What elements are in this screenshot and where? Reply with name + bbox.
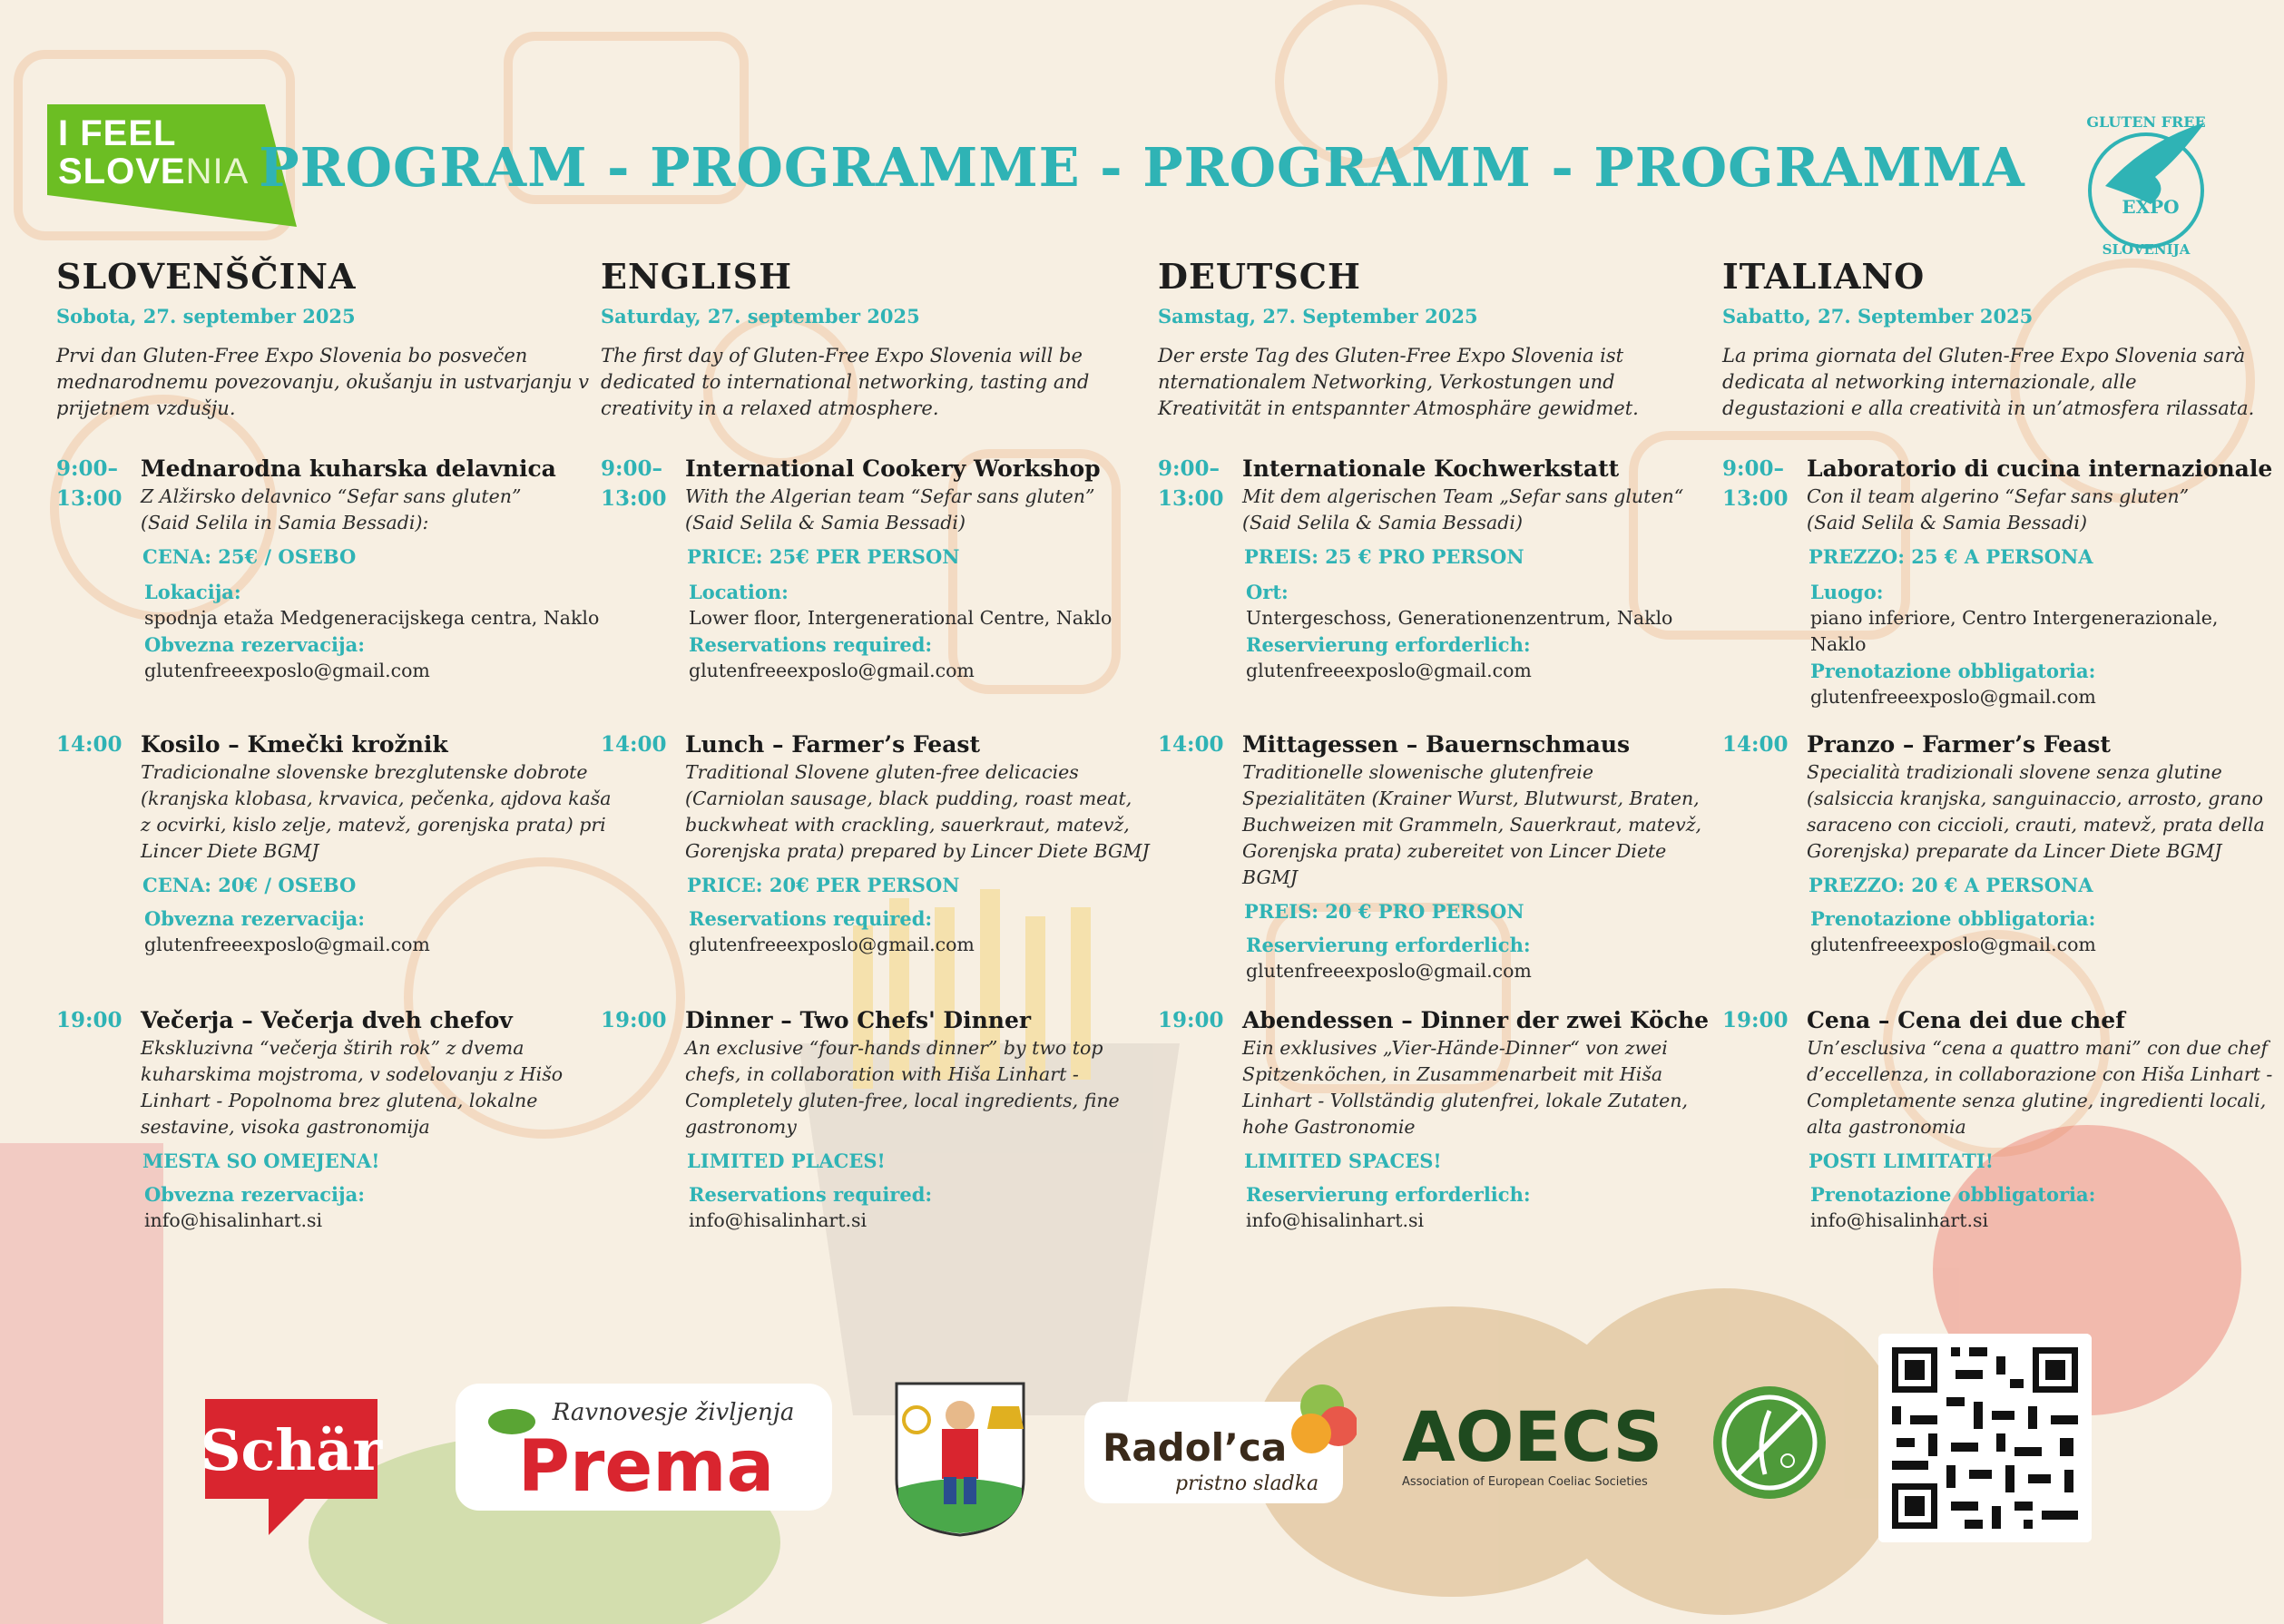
event-description: Mit dem algerischen Team „Sefar sans gluten“ (Said Selila & Samia Bessadi) [1242,485,1684,533]
reservation-label: Prenotazione obbligatoria: [1810,660,2096,682]
reservation-email[interactable]: info@hisalinhart.si [1810,1209,1989,1231]
date: Samstag, 27. September 2025 [1158,305,1478,328]
event-time: 19:00 [1158,1008,1224,1032]
page-title: PROGRAM - PROGRAMME - PROGRAMM - PROGRAMMA [259,136,2025,199]
reservation-email[interactable]: glutenfreeexposlo@gmail.com [689,660,975,681]
event-notice: LIMITED PLACES! [687,1150,886,1172]
event-price: CENA: 20€ / OSEBO [142,874,357,896]
event-time: 9:00– 13:00 [56,456,123,511]
reservation-email[interactable]: glutenfreeexposlo@gmail.com [144,660,430,681]
event-time: 9:00– 13:00 [1158,456,1224,511]
event-price: PREZZO: 20 € A PERSONA [1809,874,2093,896]
reservation-label: Reservations required: [689,1183,933,1206]
reservation-email[interactable]: glutenfreeexposlo@gmail.com [689,934,975,955]
event-time: 14:00 [1722,732,1789,757]
language-heading: DEUTSCH [1158,256,1361,297]
event-title: Kosilo – Kmečki krožnik [141,731,448,758]
prema-logo [456,1384,832,1511]
column-english [601,256,1150,1231]
event-title: Mittagessen – Bauernschmaus [1242,731,1631,758]
event-title: Abendessen – Dinner der zwei Köche [1242,1007,1710,1033]
event-description: Con il team algerino “Sefar sans gluten” (Said Selila & Samia Bessadi) [1807,485,2190,533]
column-italian [1722,256,2273,1231]
reservation-label: Obvezna rezervacija: [144,907,365,930]
event-time: 9:00– 13:00 [601,456,667,511]
naklo-coat-of-arms [887,1379,1033,1538]
event-time: 19:00 [56,1008,123,1032]
reservation-label: Reservierung erforderlich: [1246,633,1531,656]
date: Sabatto, 27. September 2025 [1722,305,2034,328]
reservation-email[interactable]: info@hisalinhart.si [689,1209,868,1231]
language-heading: ITALIANO [1722,256,1926,297]
reservation-label: Reservations required: [689,907,933,930]
event-time: 14:00 [56,732,123,757]
language-heading: ENGLISH [601,256,792,297]
reservation-label: Reservierung erforderlich: [1246,934,1531,956]
expo-logo-top-text: GLUTEN FREE [2086,113,2206,131]
event-description: Traditionelle slowenische glutenfreie Spezialitäten (Krainer Wurst, Blutwurst, Braten, Buchweizen mit Grammeln, Sauerkraut, matevž, Gorenjska prata) zubereitet von Lincer Diete BGMJ [1242,761,1702,888]
event-description: Z Alžirsko delavnico “Sefar sans gluten” (Said Selila in Samia Bessadi): [141,485,522,533]
event-time: 19:00 [601,1008,667,1032]
event-description: With the Algerian team “Sefar sans gluten” (Said Selila & Samia Bessadi) [685,485,1095,533]
column-slovenian [56,256,612,1231]
event-time: 14:00 [601,732,667,757]
location-value: Lower floor, Intergenerational Centre, Naklo [689,607,1113,629]
event-price: PREZZO: 25 € A PERSONA [1809,545,2093,568]
intro-text: The first day of Gluten-Free Expo Slovenia will be dedicated to international networking, tasting and creativity in a relaxed atmosphere. [601,345,1090,419]
intro-text: Prvi dan Gluten-Free Expo Slovenia bo posvečen mednarodnemu povezovanju, okušanju in ustvarjanju v prijetnem vzdušju. [56,345,590,419]
reservation-label: Obvezna rezervacija: [144,1183,365,1206]
reservation-email[interactable]: info@hisalinhart.si [144,1209,323,1231]
location-value: Untergeschoss, Generationenzentrum, Naklo [1246,607,1673,629]
event-notice: MESTA SO OMEJENA! [142,1150,380,1172]
aoecs-subtitle: Association of European Coeliac Societies [1402,1475,1648,1489]
reservation-email[interactable]: glutenfreeexposlo@gmail.com [1246,660,1532,681]
reservation-email[interactable]: info@hisalinhart.si [1246,1209,1425,1231]
intro-text: Der erste Tag des Gluten-Free Expo Slovenia ist nternationalem Networking, Verkostungen und Kreativität in entspannter Atmosphäre gewidmet. [1158,345,1639,419]
radolca-logo [1084,1370,1357,1506]
intro-text: La prima giornata del Gluten-Free Expo Slovenia sarà dedicata al networking internazionale, alle degustazioni e alla creatività in un’atmosfera rilassata. [1722,345,2255,419]
event-description: Ekskluzivna “večerja štirih rok” z dvema kuharskima mojstroma, v sodelovanju z Hišo Linhart - Popolnoma brez glutena, lokalne sestavine, visoka gastronomija [141,1037,564,1138]
event-description: Traditional Slovene gluten-free delicacies (Carniolan sausage, black pudding, roast meat, buckwheat with crackling, sauerkraut, matevž, Gorenjska prata) prepared by Lincer Diete BGMJ [685,761,1150,862]
date: Saturday, 27. september 2025 [601,305,920,328]
event-notice: POSTI LIMITATI! [1809,1150,1994,1172]
event-description: An exclusive “four-hands dinner” by two top chefs, in collaboration with Hiša Linhart - Completely gluten-free, local ingredients, fine gastronomy [685,1037,1120,1138]
event-title: Laboratorio di cucina internazionale [1807,455,2273,482]
event-title: Dinner – Two Chefs' Dinner [685,1007,1032,1033]
location-label: Ort: [1246,581,1289,603]
event-title: Večerja – Večerja dveh chefov [141,1007,513,1033]
event-notice: LIMITED SPACES! [1244,1150,1442,1172]
location-label: Lokacija: [144,581,241,603]
reservation-email[interactable]: glutenfreeexposlo@gmail.com [1246,960,1532,982]
schar-logo [196,1390,387,1540]
prema-tagline: Ravnovesje življenja [552,1399,795,1426]
location-label: Luogo: [1810,581,1884,603]
prema-text: Prema [517,1426,775,1508]
reservation-label: Prenotazione obbligatoria: [1810,1183,2096,1206]
event-title: Cena – Cena dei due chef [1807,1007,2125,1033]
event-price: CENA: 25€ / OSEBO [142,545,357,568]
reservation-email[interactable]: glutenfreeexposlo@gmail.com [144,934,430,955]
radolca-tagline: pristno sladka [1175,1472,1319,1495]
expo-logo-mid-text: EXPO [2122,196,2180,218]
schar-text: Schär [200,1417,383,1483]
location-value: piano inferiore, Centro Intergenerazionale, Naklo [1810,607,2219,655]
language-heading: SLOVENŠČINA [56,256,357,297]
reservation-label: Reservations required: [689,633,933,656]
event-time: 9:00– 13:00 [1722,456,1789,511]
event-title: International Cookery Workshop [685,455,1101,482]
expo-logo-bottom-text: SLOVENIJA [2102,241,2191,258]
event-title: Pranzo – Farmer’s Feast [1807,731,2111,758]
event-time: 19:00 [1722,1008,1789,1032]
reservation-label: Prenotazione obbligatoria: [1810,907,2096,930]
event-price: PREIS: 20 € PRO PERSON [1244,900,1524,923]
brand-line-1: I FEEL [58,113,177,153]
location-value: spodnja etaža Medgeneracijskega centra, Naklo [144,607,600,629]
event-title: Internationale Kochwerkstatt [1242,455,1620,482]
event-price: PRICE: 20€ PER PERSON [687,874,960,896]
column-german [1158,256,1710,1231]
event-price: PREIS: 25 € PRO PERSON [1244,545,1524,568]
event-price: PRICE: 25€ PER PERSON [687,545,960,568]
reservation-label: Obvezna rezervacija: [144,633,365,656]
event-title: Lunch – Farmer’s Feast [685,731,981,758]
date: Sobota, 27. september 2025 [56,305,356,328]
qr-code[interactable] [1878,1334,2092,1542]
brand-line-2b: NIA [185,152,250,191]
radolca-text: Radol’ca [1103,1425,1288,1470]
event-description: Un’esclusiva “cena a quattro mani” con due chef d’eccellenza, in collaborazione con Hiša Linhart - Completamente senza glutine, ingredienti locali, alta gastronomia [1807,1037,2273,1138]
reservation-email[interactable]: glutenfreeexposlo@gmail.com [1810,686,2096,708]
event-time: 14:00 [1158,732,1224,757]
location-label: Location: [689,581,789,603]
reservation-label: Reservierung erforderlich: [1246,1183,1531,1206]
aoecs-text: AOECS [1402,1396,1663,1477]
event-description: Ein exklusives „Vier-Hände-Dinner“ von zwei Spitzenköchen, in Zusammenarbeit mit Hiša Linhart - Vollständig glutenfrei, lokale Zutaten, hohe Gastronomie [1242,1037,1688,1138]
event-title: Mednarodna kuharska delavnica [141,455,556,482]
gluten-free-expo-logo [2069,104,2223,259]
event-description: Tradicionalne slovenske brezglutenske dobrote (kranjska klobasa, krvavica, pečenka, ajdova kaša z ocvirki, kislo zelje, matevž, gorenjska prata) pri Lincer Diete BGMJ [141,761,612,862]
brand-line-2a: SLOVE [58,152,186,191]
aoecs-logo [1402,1375,1828,1511]
reservation-email[interactable]: glutenfreeexposlo@gmail.com [1810,934,2096,955]
event-description: Specialità tradizionali slovene senza glutine (salsiccia kranjska, sanguinaccio, arrosto, grano saraceno con ciccioli, crauti, matevž, prata della Gorenjska) preparate da Lincer Diete BGMJ [1807,761,2265,862]
